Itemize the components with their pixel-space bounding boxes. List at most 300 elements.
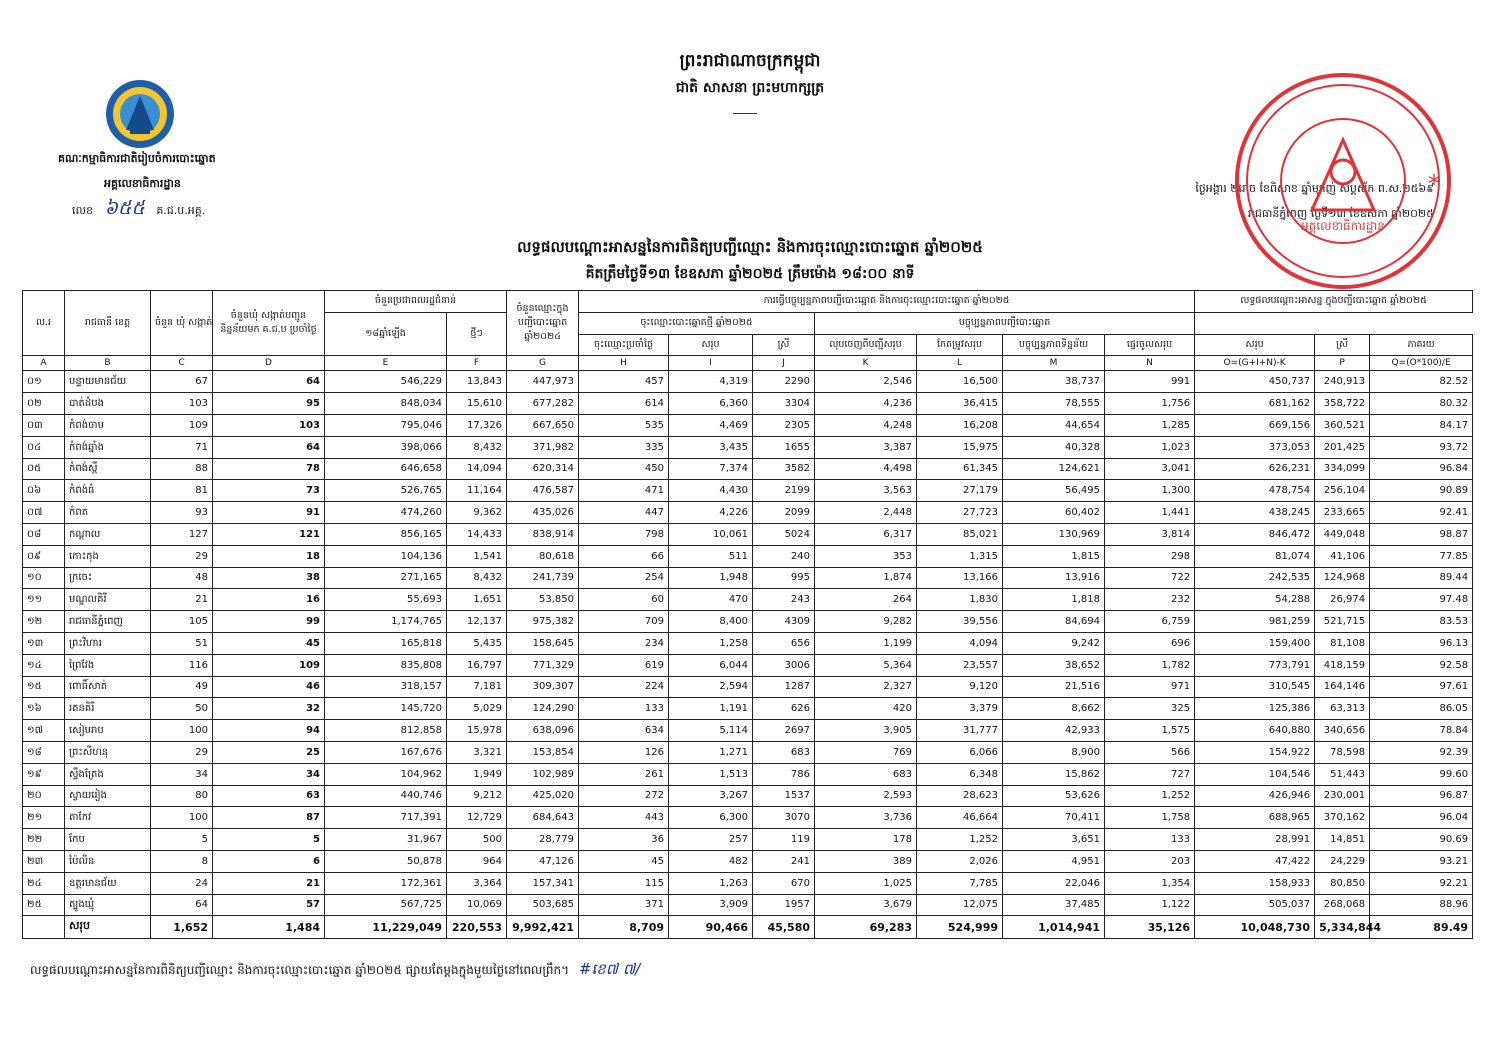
table-cell: 230,001 bbox=[1315, 785, 1370, 807]
table-cell: 1,758 bbox=[1105, 807, 1195, 829]
table-cell: 84.17 bbox=[1370, 414, 1473, 436]
table-cell: 234 bbox=[579, 632, 669, 654]
table-cell: 1,263 bbox=[669, 872, 753, 894]
table-cell: 371 bbox=[579, 894, 669, 916]
table-cell: 53,626 bbox=[1003, 785, 1105, 807]
table-cell: 309,307 bbox=[507, 676, 579, 698]
table-cell: 12,075 bbox=[917, 894, 1003, 916]
column-letter: K bbox=[815, 356, 917, 371]
table-cell: 28,779 bbox=[507, 829, 579, 851]
table-cell: 688,965 bbox=[1195, 807, 1315, 829]
table-cell: 271,165 bbox=[325, 567, 447, 589]
header-new-registration-group: ចុះឈ្មោះបោះឆ្នោតថ្មី ឆ្នាំ២០២៥ bbox=[579, 312, 815, 334]
table-cell: 31,967 bbox=[325, 829, 447, 851]
table-cell: 2,448 bbox=[815, 502, 917, 524]
table-cell: 240 bbox=[753, 545, 815, 567]
table-cell: 3,905 bbox=[815, 720, 917, 742]
table-cell: 36 bbox=[579, 829, 669, 851]
seal-text: អគ្គលេខាធិការដ្ឋាន bbox=[1301, 219, 1385, 233]
nation-motto: ជាតិ សាសនា ព្រះមហាក្សត្រ bbox=[675, 80, 825, 96]
table-cell: 1,300 bbox=[1105, 480, 1195, 502]
table-cell: 22,046 bbox=[1003, 872, 1105, 894]
table-cell: 6,360 bbox=[669, 393, 753, 415]
table-cell: 769 bbox=[815, 741, 917, 763]
table-cell: 3,563 bbox=[815, 480, 917, 502]
table-cell: 727 bbox=[1105, 763, 1195, 785]
province-cell: ពោធិ៍សាត់ bbox=[65, 676, 151, 698]
table-cell: 104,962 bbox=[325, 763, 447, 785]
table-cell: 49 bbox=[151, 676, 213, 698]
total-cell: 1,652 bbox=[151, 916, 213, 939]
table-cell: 646,658 bbox=[325, 458, 447, 480]
table-cell: 975,382 bbox=[507, 611, 579, 633]
table-cell: 3,435 bbox=[669, 436, 753, 458]
table-cell: 47,422 bbox=[1195, 850, 1315, 872]
table-cell: 14,094 bbox=[447, 458, 507, 480]
table-cell: 34 bbox=[213, 763, 325, 785]
table-cell: 61,345 bbox=[917, 458, 1003, 480]
table-cell: 991 bbox=[1105, 371, 1195, 393]
table-cell: 24,229 bbox=[1315, 850, 1370, 872]
total-cell bbox=[23, 916, 65, 939]
table-cell: 2290 bbox=[753, 371, 815, 393]
table-cell: 4,094 bbox=[917, 632, 1003, 654]
table-cell: 34 bbox=[151, 763, 213, 785]
table-cell: 70,411 bbox=[1003, 807, 1105, 829]
table-cell: 55,693 bbox=[325, 589, 447, 611]
table-row bbox=[23, 829, 1473, 851]
table-cell: 478,754 bbox=[1195, 480, 1315, 502]
table-cell: 1,949 bbox=[447, 763, 507, 785]
table-cell: 1,354 bbox=[1105, 872, 1195, 894]
province-cell: រតនគិរី bbox=[65, 698, 151, 720]
table-cell: 3,321 bbox=[447, 741, 507, 763]
table-cell: 95 bbox=[213, 393, 325, 415]
table-cell: ០៣ bbox=[23, 414, 65, 436]
table-cell: 6,317 bbox=[815, 523, 917, 545]
table-cell: 684,643 bbox=[507, 807, 579, 829]
table-row bbox=[23, 720, 1473, 742]
table-cell: 3,736 bbox=[815, 807, 917, 829]
footer-text: លទ្ធផលបណ្ដោះអាសន្ននៃការពិនិត្យបញ្ជីឈ្មោះ និងការចុះឈ្មោះបោះឆ្នោត ឆ្នាំ២០២៥ ផ្សាយតែម្តងក្នុងមួយថ្ងៃនៅពេលព្រឹក។ bbox=[30, 963, 570, 977]
table-cell: 9,282 bbox=[815, 611, 917, 633]
table-cell: 440,746 bbox=[325, 785, 447, 807]
table-cell: 503,685 bbox=[507, 894, 579, 916]
table-cell: 3304 bbox=[753, 393, 815, 415]
table-cell: 4,430 bbox=[669, 480, 753, 502]
table-cell: 119 bbox=[753, 829, 815, 851]
table-row bbox=[23, 763, 1473, 785]
province-cell: កំពង់ចាម bbox=[65, 414, 151, 436]
table-cell: 812,858 bbox=[325, 720, 447, 742]
date-solar: រាជធានីភ្នំពេញ ថ្ងៃទី១៣ ខែឧសភា ឆ្នាំ២០២៥ bbox=[1247, 207, 1434, 220]
table-row bbox=[23, 502, 1473, 524]
total-cell: 89.49 bbox=[1370, 916, 1473, 939]
table-cell: 45 bbox=[579, 850, 669, 872]
table-cell: 1,756 bbox=[1105, 393, 1195, 415]
table-cell: 83.53 bbox=[1370, 611, 1473, 633]
table-cell: 667,650 bbox=[507, 414, 579, 436]
table-cell: 7,181 bbox=[447, 676, 507, 698]
table-row bbox=[23, 458, 1473, 480]
table-cell: 92.21 bbox=[1370, 872, 1473, 894]
table-cell: 1,258 bbox=[669, 632, 753, 654]
table-cell: 115 bbox=[579, 872, 669, 894]
table-cell: 78,598 bbox=[1315, 741, 1370, 763]
table-cell: 5 bbox=[151, 829, 213, 851]
table-cell: 626,231 bbox=[1195, 458, 1315, 480]
table-cell: ០៧ bbox=[23, 502, 65, 524]
table-cell: 389 bbox=[815, 850, 917, 872]
table-cell: 709 bbox=[579, 611, 669, 633]
header-registered-voters: ចំនួនឈ្មោះក្នុង បញ្ជីបោះឆ្នោត ឆ្នាំ២០២៤ bbox=[507, 291, 579, 356]
table-cell: 1957 bbox=[753, 894, 815, 916]
table-cell: 4309 bbox=[753, 611, 815, 633]
table-cell: 3,379 bbox=[917, 698, 1003, 720]
table-cell: 848,034 bbox=[325, 393, 447, 415]
table-cell: 93.72 bbox=[1370, 436, 1473, 458]
table-cell: 683 bbox=[815, 763, 917, 785]
table-cell: 121 bbox=[213, 523, 325, 545]
table-cell: 476,587 bbox=[507, 480, 579, 502]
table-cell: 81,074 bbox=[1195, 545, 1315, 567]
table-cell: 109 bbox=[213, 654, 325, 676]
table-cell: 29 bbox=[151, 741, 213, 763]
table-cell: 124,621 bbox=[1003, 458, 1105, 480]
table-cell: 634 bbox=[579, 720, 669, 742]
table-cell: 97.61 bbox=[1370, 676, 1473, 698]
table-cell: 56,495 bbox=[1003, 480, 1105, 502]
table-cell: ១៨ bbox=[23, 741, 65, 763]
table-cell: 4,498 bbox=[815, 458, 917, 480]
table-cell: 340,656 bbox=[1315, 720, 1370, 742]
column-letter: E bbox=[325, 356, 447, 371]
province-cell: តាកែវ bbox=[65, 807, 151, 829]
table-cell: 2099 bbox=[753, 502, 815, 524]
table-cell: 2199 bbox=[753, 480, 815, 502]
table-cell: 1,513 bbox=[669, 763, 753, 785]
table-cell: 696 bbox=[1105, 632, 1195, 654]
column-letter: L bbox=[917, 356, 1003, 371]
total-cell: 69,283 bbox=[815, 916, 917, 939]
table-cell: 125,386 bbox=[1195, 698, 1315, 720]
table-cell: 971 bbox=[1105, 676, 1195, 698]
table-cell: 8,432 bbox=[447, 436, 507, 458]
table-cell: 78 bbox=[213, 458, 325, 480]
table-cell: 449,048 bbox=[1315, 523, 1370, 545]
table-cell: 24 bbox=[151, 872, 213, 894]
table-cell: 5 bbox=[213, 829, 325, 851]
table-cell: ២១ bbox=[23, 807, 65, 829]
total-cell: 45,580 bbox=[753, 916, 815, 939]
table-cell: 418,159 bbox=[1315, 654, 1370, 676]
province-cell: កោះកុង bbox=[65, 545, 151, 567]
total-cell: 8,709 bbox=[579, 916, 669, 939]
table-cell: 1,830 bbox=[917, 589, 1003, 611]
table-cell: 7,374 bbox=[669, 458, 753, 480]
province-cell: មណ្ឌលគិរី bbox=[65, 589, 151, 611]
table-cell: ១០ bbox=[23, 567, 65, 589]
table-cell: 482 bbox=[669, 850, 753, 872]
heading-divider bbox=[733, 113, 757, 114]
table-cell: 153,854 bbox=[507, 741, 579, 763]
letter-label: លេខ bbox=[72, 204, 93, 217]
table-cell: ១១ bbox=[23, 589, 65, 611]
table-cell: 846,472 bbox=[1195, 523, 1315, 545]
table-cell: 98.87 bbox=[1370, 523, 1473, 545]
table-row bbox=[23, 589, 1473, 611]
table-cell: 97.48 bbox=[1370, 589, 1473, 611]
table-cell: 25 bbox=[213, 741, 325, 763]
registration-table bbox=[22, 290, 1473, 939]
table-cell: 84,694 bbox=[1003, 611, 1105, 633]
table-cell: 798 bbox=[579, 523, 669, 545]
table-cell: 1,271 bbox=[669, 741, 753, 763]
table-cell: 66 bbox=[579, 545, 669, 567]
table-cell: 1655 bbox=[753, 436, 815, 458]
table-cell: 298 bbox=[1105, 545, 1195, 567]
table-cell: 1,174,765 bbox=[325, 611, 447, 633]
total-cell: 11,229,049 bbox=[325, 916, 447, 939]
table-cell: 232 bbox=[1105, 589, 1195, 611]
table-cell: 3,041 bbox=[1105, 458, 1195, 480]
total-cell: 524,999 bbox=[917, 916, 1003, 939]
total-row bbox=[23, 916, 1473, 939]
total-label: សរុប bbox=[65, 916, 151, 939]
table-cell: ០៨ bbox=[23, 523, 65, 545]
table-cell: 158,645 bbox=[507, 632, 579, 654]
date-lunar: ថ្ងៃអង្គារ ២រោច ខែពិសាខ ឆ្នាំម្សាញ់ សប្តស័ក ព.ស.២៥៦៩ bbox=[1195, 182, 1434, 195]
table-cell: ០៥ bbox=[23, 458, 65, 480]
table-cell: 96.04 bbox=[1370, 807, 1473, 829]
column-letter: Q=(O*100)/E bbox=[1370, 356, 1473, 371]
table-cell: 48 bbox=[151, 567, 213, 589]
table-cell: 640,880 bbox=[1195, 720, 1315, 742]
table-cell: 124,968 bbox=[1315, 567, 1370, 589]
column-letters-row bbox=[23, 356, 1473, 371]
table-cell: 80 bbox=[151, 785, 213, 807]
table-row bbox=[23, 698, 1473, 720]
table-row bbox=[23, 632, 1473, 654]
table-cell: 8,432 bbox=[447, 567, 507, 589]
table-cell: 94 bbox=[213, 720, 325, 742]
table-cell: 6,066 bbox=[917, 741, 1003, 763]
header-new: ថ្មីៗ bbox=[447, 312, 507, 356]
header-update-subgroup: បច្ចុប្បន្នភាពបញ្ជីបោះឆ្នោត bbox=[815, 312, 1195, 334]
table-cell: 126 bbox=[579, 741, 669, 763]
table-cell: 60,402 bbox=[1003, 502, 1105, 524]
table-cell: 5024 bbox=[753, 523, 815, 545]
table-cell: 669,156 bbox=[1195, 414, 1315, 436]
table-cell: 12,729 bbox=[447, 807, 507, 829]
table-cell: 546,229 bbox=[325, 371, 447, 393]
table-cell: 13,916 bbox=[1003, 567, 1105, 589]
table-cell: 964 bbox=[447, 850, 507, 872]
table-cell: 325 bbox=[1105, 698, 1195, 720]
table-cell: 8,662 bbox=[1003, 698, 1105, 720]
table-cell: 224 bbox=[579, 676, 669, 698]
column-letter: J bbox=[753, 356, 815, 371]
table-cell: 47,126 bbox=[507, 850, 579, 872]
table-cell: 46,664 bbox=[917, 807, 1003, 829]
total-cell: 9,992,421 bbox=[507, 916, 579, 939]
table-cell: 96.13 bbox=[1370, 632, 1473, 654]
province-cell: ក្រចេះ bbox=[65, 567, 151, 589]
table-cell: 27,179 bbox=[917, 480, 1003, 502]
table-cell: ១៣ bbox=[23, 632, 65, 654]
header-percent: ភាគរយ bbox=[1370, 334, 1473, 356]
table-cell: 261 bbox=[579, 763, 669, 785]
table-cell: 426,946 bbox=[1195, 785, 1315, 807]
table-cell: 96.84 bbox=[1370, 458, 1473, 480]
table-cell: 470 bbox=[669, 589, 753, 611]
table-cell: 1,285 bbox=[1105, 414, 1195, 436]
table-cell: 100 bbox=[151, 807, 213, 829]
table-cell: 264 bbox=[815, 589, 917, 611]
table-cell: 856,165 bbox=[325, 523, 447, 545]
table-cell: 3070 bbox=[753, 807, 815, 829]
table-cell: 318,157 bbox=[325, 676, 447, 698]
table-cell: ១៥ bbox=[23, 676, 65, 698]
table-cell: 64 bbox=[213, 436, 325, 458]
table-cell: 334,099 bbox=[1315, 458, 1370, 480]
table-cell: 165,818 bbox=[325, 632, 447, 654]
total-cell: 1,014,941 bbox=[1003, 916, 1105, 939]
table-cell: 78,555 bbox=[1003, 393, 1105, 415]
province-cell: បន្ទាយមានជ័យ bbox=[65, 371, 151, 393]
header-result-total: សរុប bbox=[1195, 334, 1315, 356]
table-cell: 81 bbox=[151, 480, 213, 502]
table-cell: 28,991 bbox=[1195, 829, 1315, 851]
total-cell: 1,484 bbox=[213, 916, 325, 939]
table-cell: 626 bbox=[753, 698, 815, 720]
table-cell: 370,162 bbox=[1315, 807, 1370, 829]
table-cell: 272 bbox=[579, 785, 669, 807]
table-cell: 46 bbox=[213, 676, 325, 698]
table-cell: 268,068 bbox=[1315, 894, 1370, 916]
province-cell: កណ្ដាល bbox=[65, 523, 151, 545]
table-cell: 6 bbox=[213, 850, 325, 872]
table-cell: 10,069 bbox=[447, 894, 507, 916]
table-cell: 677,282 bbox=[507, 393, 579, 415]
table-cell: 15,975 bbox=[917, 436, 1003, 458]
table-cell: 92.58 bbox=[1370, 654, 1473, 676]
table-cell: ០៦ bbox=[23, 480, 65, 502]
table-row bbox=[23, 785, 1473, 807]
table-cell: 1,874 bbox=[815, 567, 917, 589]
table-cell: 771,329 bbox=[507, 654, 579, 676]
table-cell: 145,720 bbox=[325, 698, 447, 720]
table-cell: ០១ bbox=[23, 371, 65, 393]
column-letter: F bbox=[447, 356, 507, 371]
table-cell: 511 bbox=[669, 545, 753, 567]
total-cell: 35,126 bbox=[1105, 916, 1195, 939]
header-total: សរុប bbox=[669, 334, 753, 356]
table-cell: 773,791 bbox=[1195, 654, 1315, 676]
table-cell: 500 bbox=[447, 829, 507, 851]
table-cell: 109 bbox=[151, 414, 213, 436]
table-cell: 420 bbox=[815, 698, 917, 720]
table-cell: 21 bbox=[151, 589, 213, 611]
table-cell: 2,594 bbox=[669, 676, 753, 698]
table-cell: 37,485 bbox=[1003, 894, 1105, 916]
table-row bbox=[23, 872, 1473, 894]
province-cell: ប៉ៃលិន bbox=[65, 850, 151, 872]
column-letter: M bbox=[1003, 356, 1105, 371]
table-cell: 99 bbox=[213, 611, 325, 633]
table-cell: 1,575 bbox=[1105, 720, 1195, 742]
table-cell: 1,782 bbox=[1105, 654, 1195, 676]
table-cell: 360,521 bbox=[1315, 414, 1370, 436]
table-cell: 13,166 bbox=[917, 567, 1003, 589]
kingdom-heading: ព្រះរាជាណាចក្រកម្ពុជា bbox=[679, 51, 821, 71]
table-cell: 27,723 bbox=[917, 502, 1003, 524]
table-cell: 73 bbox=[213, 480, 325, 502]
table-cell: 16,500 bbox=[917, 371, 1003, 393]
table-cell: 681,162 bbox=[1195, 393, 1315, 415]
table-cell: 795,046 bbox=[325, 414, 447, 436]
table-cell: 2,593 bbox=[815, 785, 917, 807]
table-cell: 7,785 bbox=[917, 872, 1003, 894]
header-result-female: ស្រី bbox=[1315, 334, 1370, 356]
table-cell: 104,136 bbox=[325, 545, 447, 567]
header-communes: ចំនួន ឃុំ សង្កាត់ bbox=[151, 291, 213, 356]
table-cell: 373,053 bbox=[1195, 436, 1315, 458]
table-cell: ១៧ bbox=[23, 720, 65, 742]
table-cell: 172,361 bbox=[325, 872, 447, 894]
report-title: លទ្ធផលបណ្ដោះអាសន្ននៃការពិនិត្យបញ្ជីឈ្មោះ និងការចុះឈ្មោះបោះឆ្នោត ឆ្នាំ២០២៥ bbox=[517, 238, 983, 256]
table-cell: 104,546 bbox=[1195, 763, 1315, 785]
table-cell: 1,818 bbox=[1003, 589, 1105, 611]
table-cell: 240,913 bbox=[1315, 371, 1370, 393]
table-cell: 1,441 bbox=[1105, 502, 1195, 524]
table-cell: 38,652 bbox=[1003, 654, 1105, 676]
table-cell: 96.87 bbox=[1370, 785, 1473, 807]
table-cell: 3,651 bbox=[1003, 829, 1105, 851]
table-cell: 566 bbox=[1105, 741, 1195, 763]
table-cell: 18 bbox=[213, 545, 325, 567]
table-cell: 241 bbox=[753, 850, 815, 872]
table-cell: 722 bbox=[1105, 567, 1195, 589]
table-cell: 16 bbox=[213, 589, 325, 611]
province-cell: ព្រះវិហារ bbox=[65, 632, 151, 654]
table-cell: 133 bbox=[579, 698, 669, 720]
table-cell: ១៩ bbox=[23, 763, 65, 785]
table-cell: 154,922 bbox=[1195, 741, 1315, 763]
table-cell: 21,516 bbox=[1003, 676, 1105, 698]
letter-reference bbox=[72, 196, 205, 224]
table-cell: 9,212 bbox=[447, 785, 507, 807]
table-cell: 54,288 bbox=[1195, 589, 1315, 611]
table-row bbox=[23, 654, 1473, 676]
table-cell: 15,978 bbox=[447, 720, 507, 742]
table-cell: ២០ bbox=[23, 785, 65, 807]
table-cell: 3,679 bbox=[815, 894, 917, 916]
table-row bbox=[23, 436, 1473, 458]
table-cell: 80.32 bbox=[1370, 393, 1473, 415]
total-cell: 220,553 bbox=[447, 916, 507, 939]
letter-number: ៦៥៥ bbox=[104, 197, 145, 219]
table-cell: ០២ bbox=[23, 393, 65, 415]
table-cell: 1,651 bbox=[447, 589, 507, 611]
table-cell: 2,026 bbox=[917, 850, 1003, 872]
table-cell: 4,248 bbox=[815, 414, 917, 436]
footer-note bbox=[30, 960, 640, 982]
table-cell: 2697 bbox=[753, 720, 815, 742]
table-cell: 1,252 bbox=[917, 829, 1003, 851]
table-cell: 51 bbox=[151, 632, 213, 654]
province-cell: កំពត bbox=[65, 502, 151, 524]
